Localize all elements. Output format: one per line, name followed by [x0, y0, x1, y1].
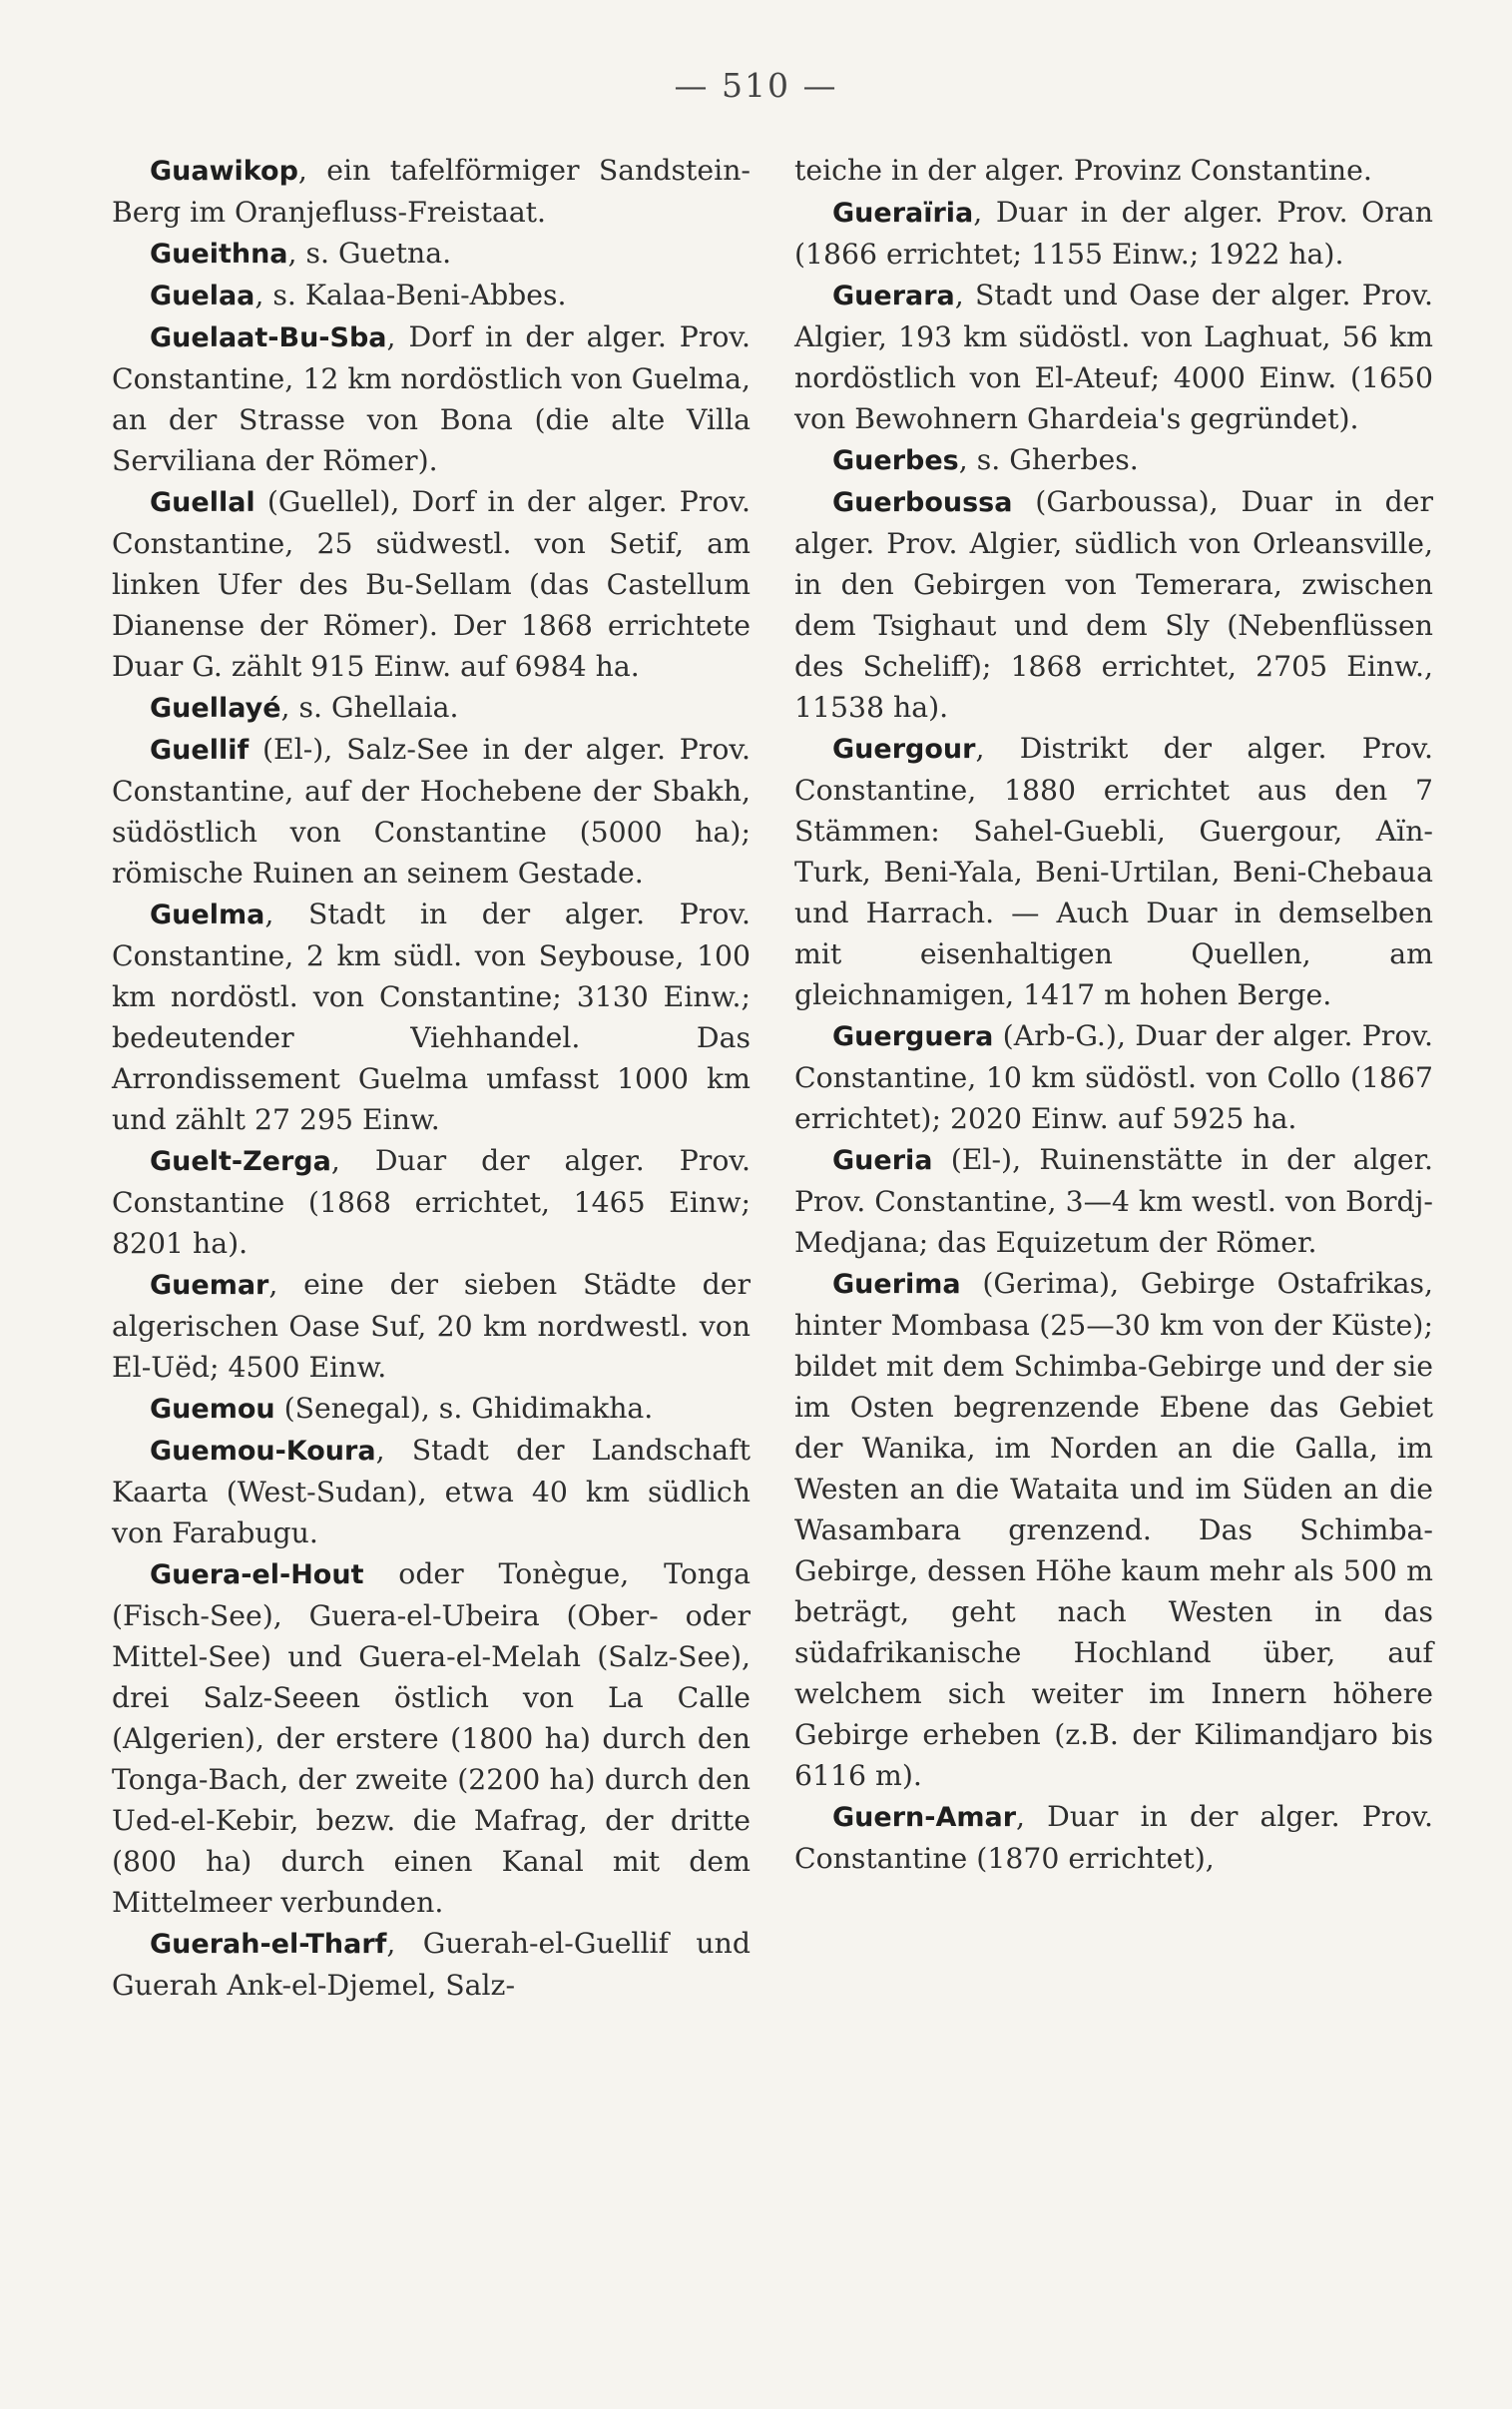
entry-headword: Gueraïria [832, 198, 974, 229]
entry [794, 1796, 1433, 1879]
entry-headword: Guera-el-Hout [150, 1559, 364, 1590]
entry-text: teiche in der alger. Provinz Constantine. [794, 154, 1372, 187]
entry-text: , Dorf in der alger. Prov. Constantine, 12 km nordöstlich von Guelma, an der Strasse von Bona (die alte Villa Serviliana der Römer). [112, 320, 751, 477]
entry [794, 1139, 1433, 1263]
entry-headword: Guellal [150, 487, 255, 518]
entry-text: , Duar in der alger. Prov. Oran (1866 errichtet; 1155 Einw.; 1922 ha). [794, 196, 1433, 271]
entry-text: (Arb-G.), Duar der alger. Prov. Constantine, 10 km südöstl. von Collo (1867 errichtet); 2020 Einw. auf 5925 ha. [794, 1019, 1433, 1135]
entry-text: , Guerah-el-Guellif und Guerah Ank-el-Djemel, Salz- [112, 1927, 751, 2002]
entry-text: (Guellel), Dorf in der alger. Prov. Constantine, 25 südwestl. von Setif, am linken Ufer des Bu-Sellam (das Castellum Dianense der Römer). Der 1868 errichtete Duar G. zählt 915 Einw. auf 6984 ha. [112, 485, 751, 683]
entry-headword: Guerah-el-Tharf [150, 1929, 387, 1960]
entry [112, 687, 751, 729]
entry-text: (Garboussa), Duar in der alger. Prov. Algier, südlich von Orleansville, in den Gebirgen von Temerara, zwischen dem Tsighaut und dem Sly (Nebenflüssen des Scheliff); 1868 errichtet, 2705 Einw., 11538 ha). [794, 485, 1433, 724]
entry-text: , Distrikt der alger. Prov. Constantine, 1880 errichtet aus den 7 Stämmen: Sahel-Guebli, Guergour, Aïn-Turk, Beni-Yala, Beni-Urtilan, Beni-Chebaua und Harrach. — Auch Duar in demselben mit eisenhaltigen Quellen, am gleichnamigen, 1417 m hohen Berge. [794, 732, 1433, 1011]
entry-headword: Guawikop [150, 156, 298, 187]
entry-headword: Guergour [832, 734, 976, 765]
entry [112, 1553, 751, 1923]
entry-headword: Guelaa [150, 281, 255, 311]
entry-text: , Duar in der alger. Prov. Constantine (1870 errichtet), [794, 1800, 1433, 1875]
entry-headword: Guellif [150, 735, 250, 766]
entry [112, 481, 751, 687]
entry-text: , s. Gherbes. [958, 443, 1139, 476]
entry-headword: Guemar [150, 1270, 269, 1301]
entry [112, 1140, 751, 1264]
entry-headword: Guelma [150, 900, 265, 930]
entry-text: , ein tafelförmiger Sandstein-Berg im Oranjefluss-Freistaat. [112, 154, 751, 229]
entry [794, 192, 1433, 275]
left-column [112, 150, 751, 2006]
entry [112, 894, 751, 1140]
entry-headword: Gueria [832, 1145, 933, 1176]
entry-headword: Guemou-Koura [150, 1436, 376, 1467]
entry-headword: Guelt-Zerga [150, 1146, 331, 1177]
entry [112, 275, 751, 316]
entry [112, 729, 751, 894]
entry-text: , Duar der alger. Prov. Constantine (1868 errichtet, 1465 Einw; 8201 ha). [112, 1144, 751, 1260]
entry-text: oder Tonègue, Tonga (Fisch-See), Guera-el-Ubeira (Ober- oder Mittel-See) und Guera-el-Melah (Salz-See), drei Salz-Seeen östlich von La Calle (Algerien), der erstere (1800 ha) durch den Tonga-Bach, der zweite (2200 ha) durch den Ued-el-Kebir, bezw. die Mafrag, der dritte (800 ha) durch einen Kanal mit dem Mittelmeer verbunden. [112, 1557, 751, 1919]
entry-headword: Guerara [832, 281, 955, 311]
entry-text: (Gerima), Gebirge Ostafrikas, hinter Mombasa (25—30 km von der Küste); bildet mit dem Schimba-Gebirge und der sie im Osten begrenzende Ebene das Gebiet der Wanika, im Norden an die Galla, im Westen an die Wataita und im Süden an die Wasambara grenzend. Das Schimba-Gebirge, dessen Höhe kaum mehr als 500 m beträgt, geht nach Westen in das südafrikanische Hochland über, auf welchem sich weiter im Innern höhere Gebirge erheben (z.B. der Kilimandjaro bis 6116 m). [794, 1267, 1433, 1792]
entry [112, 1388, 751, 1430]
entry-text: , Stadt in der alger. Prov. Constantine, 2 km südl. von Seybouse, 100 km nordöstl. von Constantine; 3130 Einw.; bedeutender Viehhandel. Das Arrondissement Guelma umfasst 1000 km und zählt 27 295 Einw. [112, 898, 751, 1136]
entry-headword: Gueithna [150, 239, 288, 270]
entry [112, 1430, 751, 1553]
entry [794, 275, 1433, 439]
entry [112, 1923, 751, 2006]
entry-text: , s. Ghellaia. [280, 691, 459, 724]
entry [112, 316, 751, 481]
entry-text: (El-), Ruinenstätte in der alger. Prov. Constantine, 3—4 km westl. von Bordj-Medjana; das Equizetum der Römer. [794, 1143, 1433, 1259]
entry-headword: Guemou [150, 1394, 275, 1425]
entry-text: , Stadt und Oase der alger. Prov. Algier, 193 km südöstl. von Laghuat, 56 km nordöstlich von El-Ateuf; 4000 Einw. (1650 von Bewohnern Ghardeia's gegründet). [794, 279, 1433, 435]
entry-text: , eine der sieben Städte der algerischen Oase Suf, 20 km nordwestl. von El-Uëd; 4500 Einw. [112, 1268, 751, 1384]
entry [794, 150, 1433, 192]
entry-text: (El-), Salz-See in der alger. Prov. Constantine, auf der Hochebene der Sbakh, südöstlich von Constantine (5000 ha); römische Ruinen an seinem Gestade. [112, 733, 751, 890]
entry-headword: Guerguera [832, 1021, 994, 1052]
entry [794, 1015, 1433, 1139]
entry-text: (Senegal), s. Ghidimakha. [274, 1392, 654, 1425]
entry [794, 728, 1433, 1015]
entry-headword: Guerbes [832, 445, 959, 476]
entry-text: , Stadt der Landschaft Kaarta (West-Sudan), etwa 40 km südlich von Farabugu. [112, 1434, 751, 1549]
entry-text: , s. Guetna. [287, 237, 452, 270]
entry-text: , s. Kalaa-Beni-Abbes. [254, 279, 567, 311]
entry-headword: Guern-Amar [832, 1802, 1017, 1833]
entry-headword: Guerima [832, 1269, 961, 1300]
entry [112, 233, 751, 275]
entry [794, 1263, 1433, 1796]
entry-headword: Guerboussa [832, 487, 1013, 518]
entry [112, 1264, 751, 1388]
right-column [794, 150, 1433, 1879]
entry-headword: Guellayé [150, 693, 281, 724]
entry [794, 439, 1433, 481]
entry [794, 481, 1433, 728]
entry-headword: Guelaat-Bu-Sba [150, 322, 387, 353]
entry [112, 150, 751, 233]
page-number: — 510 — [674, 66, 838, 105]
